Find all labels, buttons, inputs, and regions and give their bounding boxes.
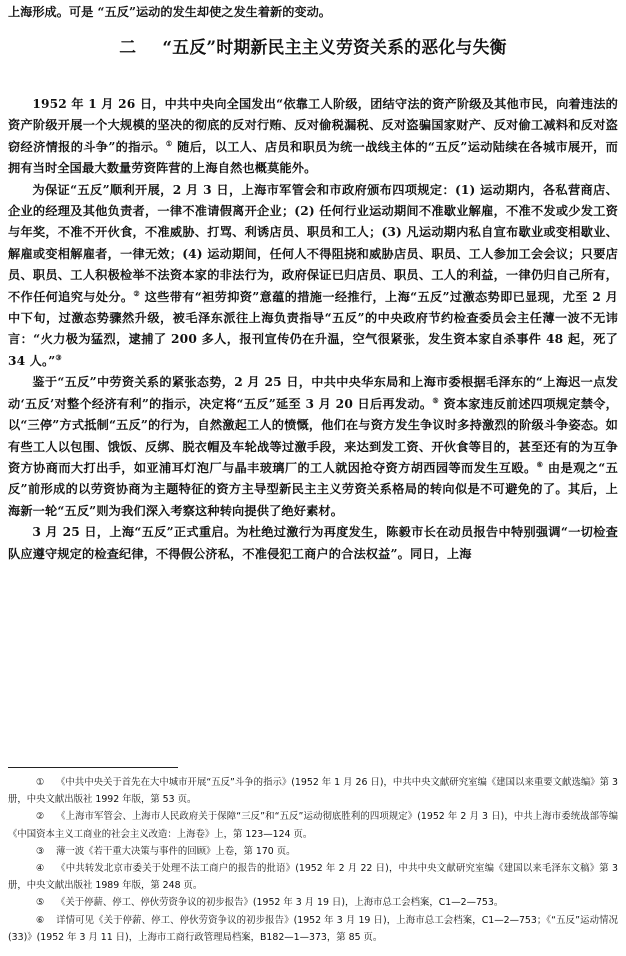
footnote-mark: ②: [36, 811, 45, 823]
paragraph-3-tail2: 由是观之“五反”前形成的以劳资协商为主题特征的资方主导型新民主主义劳资关系格局的转向似是不可避免的了。其后，上海新一轮“五反”则为我们深入考察这种转向提供了绝好素材。: [8, 460, 618, 518]
section-title: “五反”时期新民主主义劳资关系的恶化与失衡: [162, 37, 507, 57]
paragraph-4-text: 3 月 25 日，上海“五反”正式重启。为杜绝过激行为再度发生，陈毅市长在动员报告中特别强调“一切检查队应遵守规定的检查纪律，不得假公济私，不准侵犯工商户的合法权益”。同日，上海: [8, 525, 618, 561]
footnote-mark: ④: [36, 863, 45, 875]
paragraph-2-text: 为保证“五反”顺利开展，2 月 3 日，上海市军管会和市政府颁布四项规定：(1) 运动期内，各私营商店、企业的经理及其他负责者，一律不准请假离开企业；(2) 任何行业运动期间不准歇业解雇，不准不发或少发工资与年奖，不准不开伙食，不准威胁、打骂、利诱店员、职员和工人；(3) 凡运动期内私自宣布歇业或变相歇业、解雇或变相解雇者，一律无效；(4) 运动期间，任何人不得阻挠和威胁店员、职员、工人参加工会会议；只要店员、职员、工人积极检举不法资本家的非法行为，政府保证已归店员、职员、工人的利益，一律仍归自己所有，不作任何追究与处分。: [8, 182, 618, 304]
footnote-text: 薄一波《若干重大决策与事件的回顾》上卷，第 170 页。: [56, 845, 296, 857]
footnote-text: 《关于停薪、停工、停伙劳资争议的初步报告》(1952 年 3 月 19 日)，上海市总工会档案，C1—2—753。: [56, 897, 504, 909]
footnote-text: 《中共转发北京市委关于处理不法工商户的报告的批语》(1952 年 2 月 22 日)，中共中央文献研究室编《建国以来毛泽东文稿》第 3 册，中央文献出版社 1989 年版，第 248 页。: [8, 863, 618, 892]
section-heading: [0, 34, 626, 60]
footnote-ref-2[interactable]: ②: [133, 288, 141, 298]
footnote-ref-3[interactable]: ③: [55, 352, 62, 362]
footnote-text: 《中共中央关于首先在大中城市开展“五反”斗争的指示》(1952 年 1 月 26 日)，中共中央文献研究室编《建国以来重要文献选编》第 3 册，中央文献出版社 1992 年版，第 53 页。: [8, 777, 618, 806]
paragraph-1-text: 1952 年 1 月 26 日，中共中央向全国发出“依靠工人阶级，团结守法的资产阶级及其他市民，向着违法的资产阶级开展一个大规模的坚决的彻底的反对行贿、反对偷税漏税、反对盗骗国家财产、反对偷工减料和反对盗窃经济情报的斗争”的指示。: [8, 97, 618, 154]
footnote-5: [8, 894, 618, 911]
footnote-2: [8, 808, 618, 842]
footnotes: [8, 774, 618, 946]
paragraph-1-tail: 随后，以工人、店员和职员为统一战线主体的“五反”运动陆续在各城市展开，而拥有当时全国最大数量劳资阵营的上海自然也概莫能外。: [8, 139, 618, 176]
footnote-text: 详情可见《关于停薪、停工、停伙劳资争议的初步报告》(1952 年 3 月 19 日)，上海市总工会档案，C1—2—753；《“五反”运动情况 (33)》(1952 年 3 月 11 日)，上海市工商行政管理局档案，B182—1—373，第 85 页。: [8, 914, 618, 943]
footnote-3: [8, 843, 618, 860]
paragraph-3-tail: 资本家违反前述四项规定禁令，以“三停”方式抵制“五反”的行为，自然激起工人的愤慨，他们在与资方发生争议时多持激烈的阶级斗争姿态。如有些工人以包围、饿饭、反绑、脱衣帽及车轮战等过激手段，来达到发工资、开伙食等目的，甚至还有的为互争资方协商而大打出手，如亚浦耳灯泡厂与晶丰玻璃厂的工人就因抢夺资方胡西园等而发生互殴。: [8, 396, 618, 475]
footnote-ref-5[interactable]: ⑥: [536, 459, 544, 469]
footnote-ref-4[interactable]: ⑤: [432, 395, 439, 405]
body-text: [8, 94, 618, 565]
footnote-mark: ①: [36, 777, 45, 788]
paragraph-3: [8, 372, 618, 522]
footnote-4: [8, 860, 618, 894]
footnote-mark: ⑥: [36, 914, 45, 926]
paragraph-3-text: 鉴于“五反”中劳资关系的紧张态势，2 月 25 日，中共中央华东局和上海市委根据毛泽东的“上海迟一点发动‘五反’对整个经济有利”的指示，决定将“五反”延至 3 月 20 日后再发动。: [8, 375, 618, 411]
lead-line: 上海形成。可是 “五反”运动的发生却使之发生着新的变动。: [8, 5, 331, 19]
footnote-mark: ⑤: [36, 897, 45, 909]
footnote-text: 《上海市军管会、上海市人民政府关于保障“三反”和“五反”运动彻底胜利的四项规定》(1952 年 2 月 3 日)，中共上海市委统战部等编《中国资本主义工商业的社会主义改造：上海卷》上，第 123—124 页。: [8, 811, 618, 840]
paragraph-2: [8, 180, 618, 373]
footnote-mark: ③: [36, 845, 45, 857]
paragraph-2-tail: 这些带有“袒劳抑资”意蕴的措施一经推行，上海“五反”过激态势即已显现，尤至 2 月中下旬，过激态势骤然升级，被毛泽东派往上海负责指导“五反”的中央政府节约检查委员会主任薄一波不无讳言：“火力极为猛烈，逮捕了 200 多人，报刊宣传仍在升温，空气很紧张，发生资本家自杀事件 48 起，死了 34 人。”: [8, 289, 618, 368]
footnote-divider: [8, 767, 178, 768]
footnote-1: [8, 774, 618, 808]
paragraph-1: [8, 94, 618, 180]
footnote-6: [8, 912, 618, 946]
section-number: 二: [119, 37, 137, 57]
footnote-ref-1[interactable]: ①: [165, 138, 173, 148]
paragraph-4: [8, 522, 618, 565]
